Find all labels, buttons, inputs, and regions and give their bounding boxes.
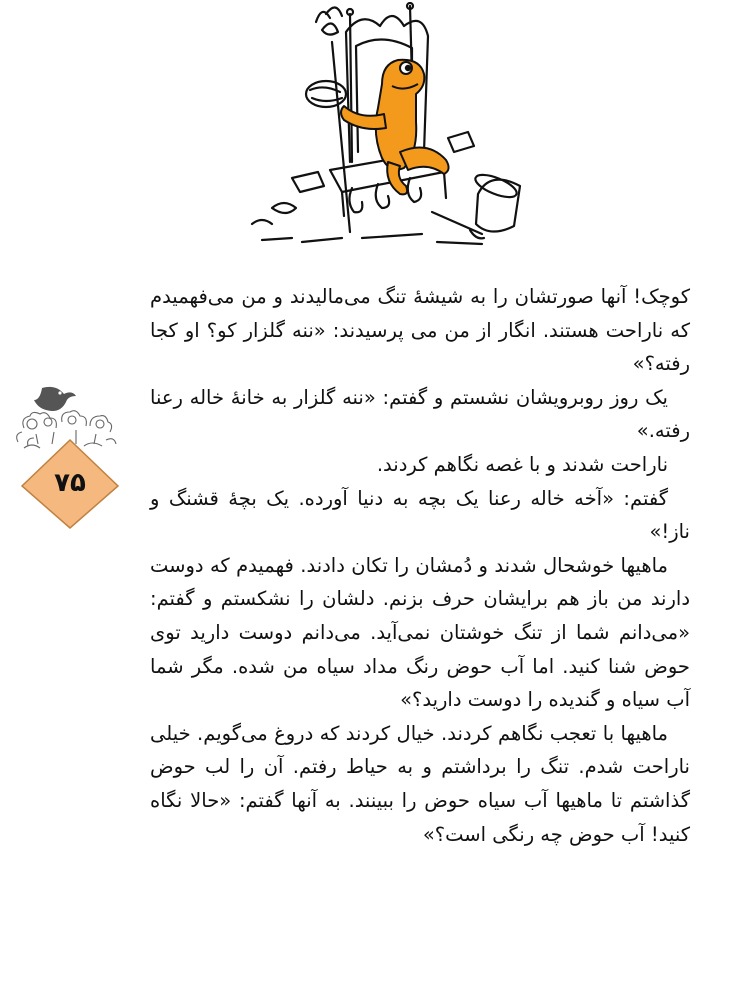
page-number: ۷۵ [54,468,86,498]
paragraph: ماهیها با تعجب نگاهم کردند. خیال کردند که دروغ می‌گویم. خیلی ناراحت شدم. تنگ را برداشتم و به حیاط رفتم. آن را لب حوض گذاشتم تا ماهیها آب سیاه حوض را ببینند. به آنها گفتم: «حالا نگاه کنید! آب حوض چه رنگی است؟» [150,721,690,846]
paragraph: ماهیها خوشحال شدند و دُمشان را تکان دادند. فهمیدم که دوست دارند من باز هم برایشان حرف بزنم. دلشان را نشکستم و گفتم: «می‌دانم شما از تنگ خوشتان نمی‌آید. می‌دانم دوست دارید توی حوض شنا کنید. اما آب حوض رنگ مداد سیاه من شده. مگر شما آب سیاه و گندیده را دوست دارید؟» [150,553,690,712]
paragraph: ناراحت شدند و با غصه نگاهم کردند. [376,452,668,476]
bird-flower-ornament [10,382,130,530]
bird-icon [34,387,76,411]
paragraph: یک روز روبرویشان نشستم و گفتم: «ننه گلزار به خانهٔ خاله رعنا رفته.» [150,385,690,443]
frog-on-throne-illustration [232,2,532,248]
paragraph: کوچک! آنها صورتشان را به شیشهٔ تنگ می‌مالیدند و من می‌فهمیدم که ناراحت هستند. انگار از من می پرسیدند: «ننه گلزار کو؟ او کجا رفته؟» [150,285,690,376]
paragraph: گفتم: «آخه خاله رعنا یک بچه به دنیا آورده. یک بچهٔ قشنگ و ناز!» [150,486,690,544]
page-number-ornament [10,382,130,530]
story-text [150,280,690,851]
